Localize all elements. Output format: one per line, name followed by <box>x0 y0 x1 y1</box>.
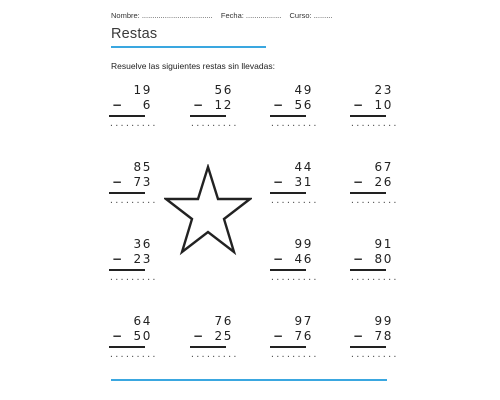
minuend: 49 <box>294 83 313 97</box>
minus-sign: − <box>193 98 204 112</box>
minuend: 36 <box>133 237 152 251</box>
minuend: 97 <box>294 314 313 328</box>
subtrahend: 80 <box>374 252 393 266</box>
minuend: 91 <box>374 237 393 251</box>
sum-line <box>109 115 145 117</box>
minus-sign: − <box>353 98 364 112</box>
subtrahend: 76 <box>294 329 313 343</box>
subtrahend: 23 <box>133 252 152 266</box>
subtraction-problem-14 <box>347 314 397 366</box>
subtrahend: 46 <box>294 252 313 266</box>
minus-sign: − <box>112 252 123 266</box>
subtraction-problem-8 <box>106 237 156 289</box>
answer-blank[interactable]: ......... <box>270 119 318 128</box>
minus-sign: − <box>273 329 284 343</box>
answer-blank[interactable]: ......... <box>270 273 318 282</box>
sum-line <box>270 192 306 194</box>
sum-line <box>270 115 306 117</box>
subtrahend: 26 <box>374 175 393 189</box>
minuend: 85 <box>133 160 152 174</box>
answer-blank[interactable]: ......... <box>350 119 398 128</box>
sum-line <box>109 192 145 194</box>
sum-line <box>350 269 386 271</box>
minuend: 99 <box>374 314 393 328</box>
subtrahend: 56 <box>294 98 313 112</box>
answer-blank[interactable]: ......... <box>190 119 238 128</box>
name-field[interactable]: Nombre: .................................. <box>111 11 213 20</box>
answer-blank[interactable]: ......... <box>270 196 318 205</box>
subtraction-problem-13 <box>267 314 317 366</box>
subtraction-problem-9 <box>267 237 317 289</box>
sum-line <box>190 346 226 348</box>
student-info-header <box>111 11 332 20</box>
minuend: 44 <box>294 160 313 174</box>
subtraction-problem-10 <box>347 237 397 289</box>
minus-sign: − <box>353 329 364 343</box>
instructions-text: Resuelve las siguientes restas sin llevadas: <box>111 61 275 71</box>
subtraction-problem-12 <box>187 314 237 366</box>
answer-blank[interactable]: ......... <box>190 350 238 359</box>
subtraction-problem-11 <box>106 314 156 366</box>
footer-rule <box>111 379 387 381</box>
minus-sign: − <box>353 252 364 266</box>
answer-blank[interactable]: ......... <box>350 196 398 205</box>
minuend: 56 <box>214 83 233 97</box>
subtrahend: 25 <box>214 329 233 343</box>
subtrahend: 31 <box>294 175 313 189</box>
minus-sign: − <box>273 252 284 266</box>
date-field[interactable]: Fecha: ................. <box>220 11 282 20</box>
sum-line <box>270 269 306 271</box>
subtrahend: 10 <box>374 98 393 112</box>
subtraction-problem-3 <box>267 83 317 135</box>
page-title: Restas <box>111 26 158 42</box>
subtrahend: 50 <box>133 329 152 343</box>
sum-line <box>350 346 386 348</box>
minus-sign: − <box>353 175 364 189</box>
subtrahend: 12 <box>214 98 233 112</box>
minuend: 64 <box>133 314 152 328</box>
subtraction-problem-2 <box>187 83 237 135</box>
title-underline <box>111 46 266 48</box>
subtrahend: 6 <box>142 98 152 112</box>
answer-blank[interactable]: ......... <box>270 350 318 359</box>
minus-sign: − <box>112 329 123 343</box>
minuend: 99 <box>294 237 313 251</box>
subtraction-problem-1 <box>106 83 156 135</box>
minuend: 19 <box>133 83 152 97</box>
sum-line <box>190 115 226 117</box>
answer-blank[interactable]: ......... <box>109 119 157 128</box>
minuend: 67 <box>374 160 393 174</box>
answer-blank[interactable]: ......... <box>109 196 157 205</box>
subtraction-problem-4 <box>347 83 397 135</box>
subtrahend: 73 <box>133 175 152 189</box>
answer-blank[interactable]: ......... <box>350 350 398 359</box>
minus-sign: − <box>112 175 123 189</box>
answer-blank[interactable]: ......... <box>109 350 157 359</box>
subtraction-problem-7 <box>347 160 397 212</box>
minuend: 76 <box>214 314 233 328</box>
star-outline-icon <box>164 164 252 256</box>
subtraction-problem-5 <box>106 160 156 212</box>
sum-line <box>270 346 306 348</box>
minus-sign: − <box>112 98 123 112</box>
course-field[interactable]: Curso: ......... <box>289 11 333 20</box>
minus-sign: − <box>193 329 204 343</box>
sum-line <box>109 346 145 348</box>
subtrahend: 78 <box>374 329 393 343</box>
minuend: 23 <box>374 83 393 97</box>
answer-blank[interactable]: ......... <box>109 273 157 282</box>
minus-sign: − <box>273 175 284 189</box>
sum-line <box>350 115 386 117</box>
sum-line <box>350 192 386 194</box>
subtraction-problem-6 <box>267 160 317 212</box>
minus-sign: − <box>273 98 284 112</box>
sum-line <box>109 269 145 271</box>
answer-blank[interactable]: ......... <box>350 273 398 282</box>
